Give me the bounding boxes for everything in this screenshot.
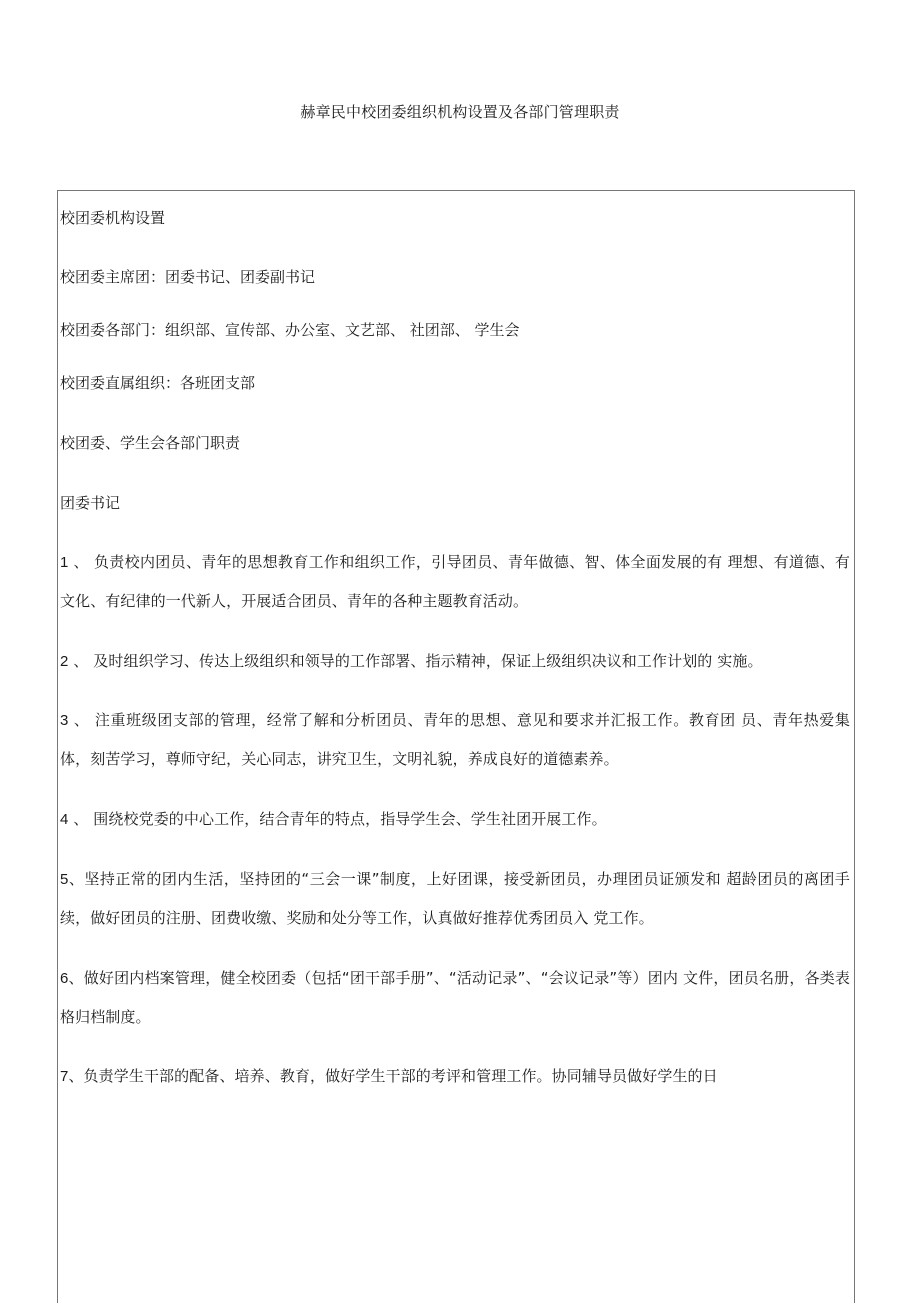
duty-item-3 xyxy=(60,701,850,778)
duty-text: 、做好团内档案管理，健全校团委（包括“团干部手册”、“活动记录”、“会议记录”等）团内 文件，团员名册，各类表格归档制度。 xyxy=(60,969,850,1026)
duty-item-7 xyxy=(60,1057,850,1096)
duty-text: 、 负责校内团员、青年的思想教育工作和组织工作，引导团员、青年做德、智、体全面发展的有 理想、有道德、有文化、有纪律的一代新人，开展适合团员、青年的各种主题教育活动。 xyxy=(60,553,850,610)
content-box xyxy=(57,190,855,1303)
secretary-heading: 团委书记 xyxy=(60,494,121,512)
duty-item-4 xyxy=(60,800,850,839)
duties-heading: 校团委、学生会各部门职责 xyxy=(60,434,241,452)
affiliated-line: 校团委直属组织：各班团支部 xyxy=(60,374,256,392)
duty-number: 2 xyxy=(60,653,69,670)
duty-text: 、 围绕校党委的中心工作，结合青年的特点，指导学生会、学生社团开展工作。 xyxy=(68,810,607,828)
duty-item-6 xyxy=(60,959,850,1036)
structure-heading: 校团委机构设置 xyxy=(60,209,166,227)
departments-line: 校团委各部门：组织部、宣传部、办公室、文艺部、 社团部、 学生会 xyxy=(60,321,520,339)
duty-number: 6 xyxy=(60,970,69,987)
duty-text: 、 及时组织学习、传达上级组织和领导的工作部署、指示精神，保证上级组织决议和工作计划的 实施。 xyxy=(68,652,763,670)
document-title: 赫章民中校团委组织机构设置及各部门管理职责 xyxy=(300,103,620,121)
duty-number: 4 xyxy=(60,811,69,828)
duty-item-1 xyxy=(60,543,850,620)
duty-number: 7 xyxy=(60,1068,69,1085)
duty-text: 、坚持正常的团内生活，坚持团的“三会一课”制度，上好团课，接受新团员，办理团员证颁发和 超龄团员的离团手续，做好团员的注册、团费收缴、奖励和处分等工作，认真做好推荐优秀团员入 党工作。 xyxy=(60,870,850,927)
duty-number: 3 xyxy=(60,712,69,729)
duty-item-5 xyxy=(60,860,850,937)
presidium-line: 校团委主席团：团委书记、团委副书记 xyxy=(60,268,316,286)
duty-text: 、负责学生干部的配备、培养、教育，做好学生干部的考评和管理工作。协同辅导员做好学生的日 xyxy=(68,1067,718,1085)
duty-number: 5 xyxy=(60,871,69,888)
duty-number: 1 xyxy=(60,554,69,571)
duty-item-2 xyxy=(60,642,850,681)
duty-text: 、 注重班级团支部的管理，经常了解和分析团员、青年的思想、意见和要求并汇报工作。教育团 员、青年热爱集体，刻苦学习，尊师守纪，关心同志，讲究卫生，文明礼貌，养成良好的道德素养。 xyxy=(60,711,850,768)
